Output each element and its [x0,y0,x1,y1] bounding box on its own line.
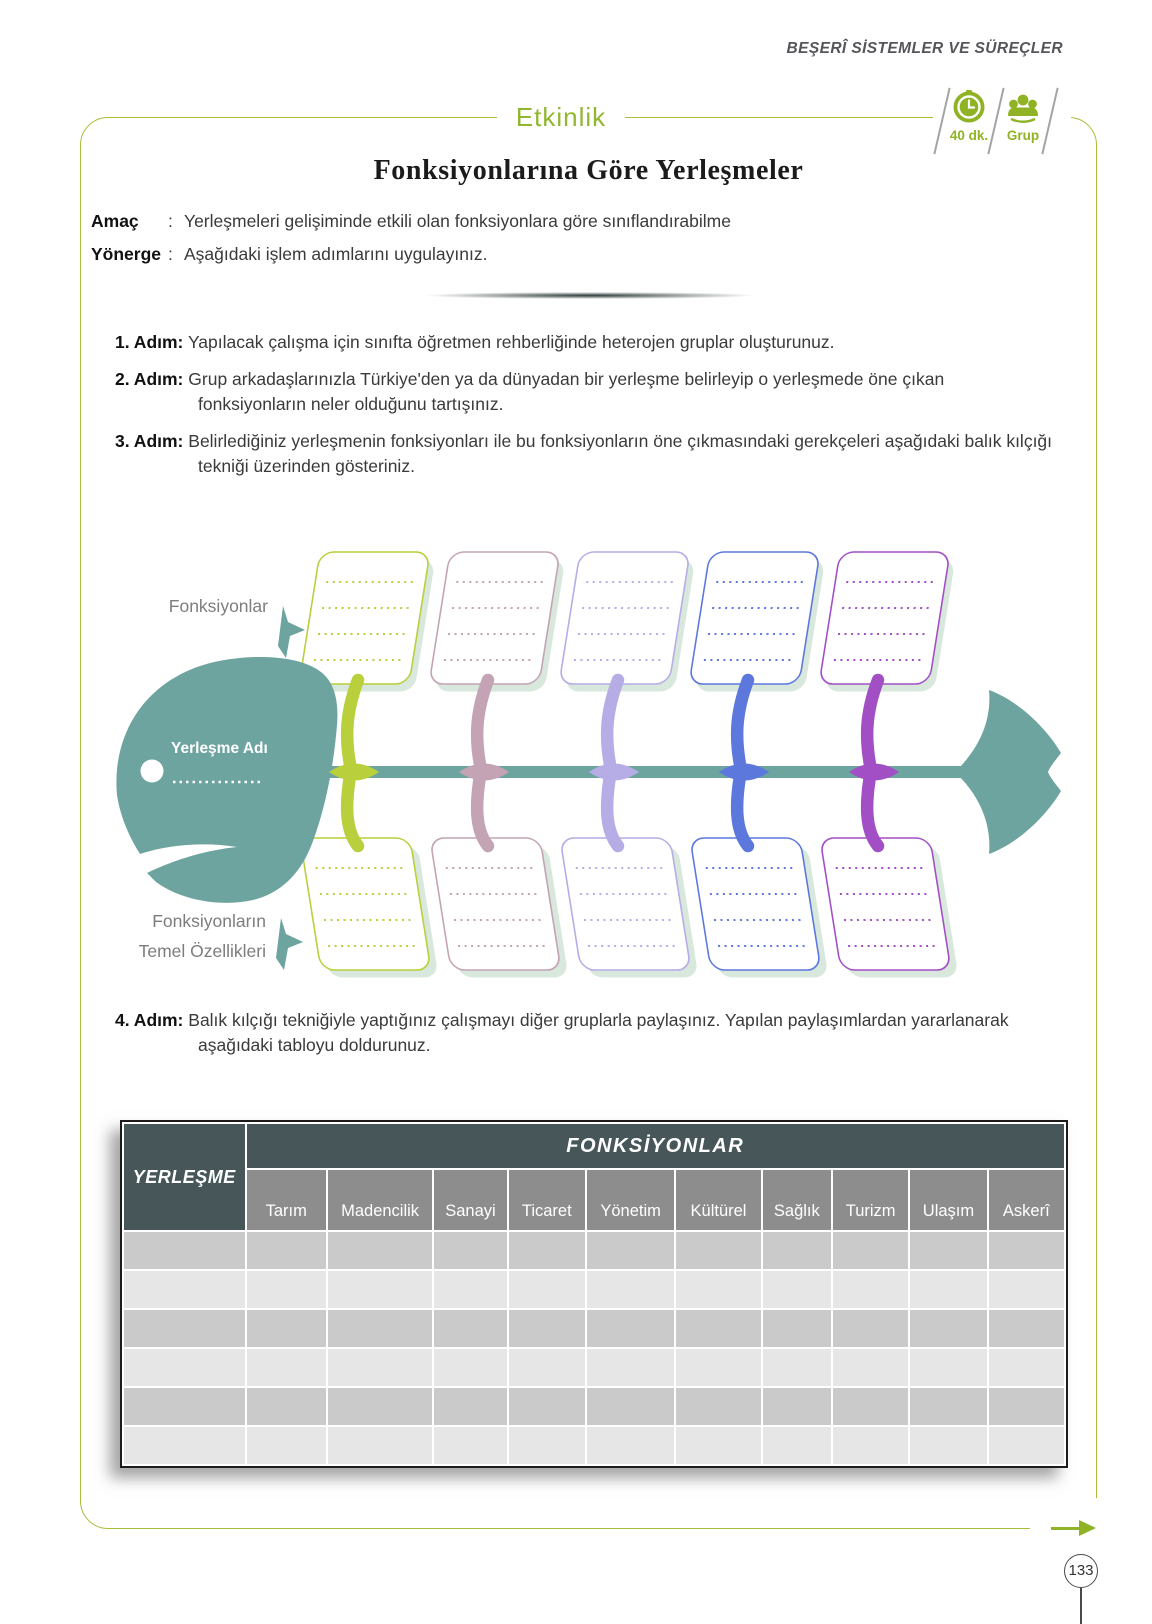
table-cell[interactable] [509,1271,585,1308]
table-cell[interactable] [328,1310,432,1347]
slash-divider [1041,88,1058,155]
table-cell[interactable] [434,1232,506,1269]
amac-colon: : [168,211,173,231]
table-cell[interactable] [434,1271,506,1308]
table-row [124,1232,1064,1269]
column-header-8: Turizm [833,1170,908,1230]
table-cell[interactable] [676,1271,760,1308]
pointer-icon [276,918,303,970]
column-header-6: Kültürel [676,1170,760,1230]
amac-row [91,211,1051,232]
table-cell[interactable] [124,1427,245,1464]
fishbone-note-box[interactable] [428,552,567,692]
table-cell[interactable] [124,1271,245,1308]
table-cell[interactable] [124,1349,245,1386]
column-header-1: Tarım [247,1170,326,1230]
column-header-4: Ticaret [509,1170,585,1230]
table-cell[interactable] [124,1388,245,1425]
fish-rib [477,680,488,846]
yonerge-colon: : [168,244,173,264]
fish-rib [607,680,618,846]
table-cell[interactable] [124,1232,245,1269]
page-title: Fonksiyonlarına Göre Yerleşmeler [373,155,804,186]
table-cell[interactable] [587,1427,674,1464]
table-cell[interactable] [910,1271,986,1308]
table-cell[interactable] [676,1232,760,1269]
step-4-text: Balık kılçığı tekniğiyle yaptığınız çalışmayı diğer gruplarla paylaşınız. Yapılan paylaşımlardan yararlanarak aşağıdaki tabloyu doldurunuz. [188,1010,1009,1055]
table-row-header: YERLEŞME [124,1124,245,1230]
table-cell[interactable] [247,1349,326,1386]
table-cell[interactable] [434,1310,506,1347]
step-2 [115,367,1055,417]
table-group-header: FONKSİYONLAR [247,1124,1064,1168]
step-3 [115,429,1055,479]
functions-table [120,1120,1068,1468]
table-cell[interactable] [509,1310,585,1347]
table-cell[interactable] [587,1349,674,1386]
step-1-label: 1. Adım: [115,332,184,352]
group-icon [1004,88,1042,126]
table-row [124,1349,1064,1386]
fishbone-note-box[interactable] [430,838,569,978]
yonerge-text: Aşağıdaki işlem adımlarını uygulayınız. [184,244,488,264]
column-header-3: Sanayi [434,1170,506,1230]
chapter-kicker: BEŞERÎ SİSTEMLER VE SÜREÇLER [786,40,1063,57]
table-cell[interactable] [434,1427,506,1464]
table-cell[interactable] [509,1427,585,1464]
page-number: 133 [1064,1554,1098,1588]
table-cell[interactable] [247,1271,326,1308]
table-cell[interactable] [910,1232,986,1269]
table-cell[interactable] [989,1349,1064,1386]
fish-rib [347,680,358,846]
table-cell[interactable] [763,1271,831,1308]
table-cell[interactable] [763,1388,831,1425]
yonerge-label: Yönerge [91,244,162,264]
table-cell[interactable] [833,1427,908,1464]
step-3-text: Belirlediğiniz yerleşmenin fonksiyonları ile bu fonksiyonların öne çıkmasındaki gerekçeleri aşağıdaki balık kılçığı tekniği üzerinden gösteriniz. [188,431,1053,476]
fishbone-note-box[interactable] [558,552,697,692]
fish-tail [955,690,1061,854]
features-label-line1: Fonksiyonların [152,911,266,931]
table-cell[interactable] [676,1427,760,1464]
page-number-line [1080,1588,1082,1624]
table-cell[interactable] [833,1349,908,1386]
table-cell[interactable] [587,1310,674,1347]
table-cell[interactable] [833,1232,908,1269]
fishbone-diagram [85,535,1085,980]
column-header-7: Sağlık [763,1170,831,1230]
table-cell[interactable] [328,1427,432,1464]
fish-eye [141,760,164,783]
table-row [124,1388,1064,1425]
table-cell[interactable] [328,1232,432,1269]
table-cell[interactable] [247,1427,326,1464]
fishbone-note-box[interactable] [560,838,699,978]
fishbone-note-box[interactable] [818,552,957,692]
table-cell[interactable] [328,1271,432,1308]
table-cell[interactable] [833,1271,908,1308]
amac-label: Amaç [91,211,139,231]
fish-rib [737,680,748,846]
table-cell[interactable] [763,1349,831,1386]
table-row [124,1310,1064,1347]
table-cell[interactable] [910,1349,986,1386]
fishbone-note-box[interactable] [820,838,959,978]
step-3-label: 3. Adım: [115,431,184,451]
table-cell[interactable] [989,1271,1064,1308]
column-header-2: Madencilik [328,1170,432,1230]
table-cell[interactable] [676,1310,760,1347]
table-row [124,1427,1064,1464]
table-cell[interactable] [434,1388,506,1425]
table-cell[interactable] [587,1271,674,1308]
step-1-text: Yapılacak çalışma için sınıfta öğretmen rehberliğinde heterojen gruplar oluşturunuz. [187,332,835,352]
fish-rib [867,680,878,846]
table-cell[interactable] [587,1388,674,1425]
slash-divider [987,88,1004,155]
table-cell[interactable] [910,1427,986,1464]
table-cell[interactable] [247,1310,326,1347]
step-1 [115,330,1055,355]
table-cell[interactable] [989,1388,1064,1425]
step-4-label: 4. Adım: [115,1010,184,1030]
slash-divider [933,88,950,155]
step-2-text: Grup arkadaşlarınızla Türkiye'den ya da dünyadan bir yerleşme belirleyip o yerleşmede öne çıkan fonksiyonların neler olduğunu tartışınız. [188,369,945,414]
column-header-10: Askerî [989,1170,1064,1230]
table-cell[interactable] [910,1310,986,1347]
table-cell[interactable] [676,1349,760,1386]
table-cell[interactable] [763,1310,831,1347]
fishbone-note-box[interactable] [688,552,827,692]
table-cell[interactable] [910,1388,986,1425]
column-header-9: Ulaşım [910,1170,986,1230]
table-cell[interactable] [833,1310,908,1347]
pointer-icon [278,606,305,658]
continue-arrow-line [1051,1527,1079,1530]
clock-icon [952,90,986,124]
yonerge-row [91,244,1051,265]
table-cell[interactable] [434,1349,506,1386]
table-cell[interactable] [587,1232,674,1269]
fishbone-note-box[interactable] [690,838,829,978]
table-cell[interactable] [509,1232,585,1269]
duration-label: 40 dk. [949,128,989,143]
section-divider [378,291,802,300]
settlement-name-label: Yerleşme Adı [171,740,268,757]
table-cell[interactable] [763,1427,831,1464]
continue-arrow-icon [1079,1520,1096,1536]
step-2-label: 2. Adım: [115,369,184,389]
activity-tag: Etkinlik [497,96,625,138]
fishbone-note-box[interactable] [300,838,439,978]
table-cell[interactable] [989,1310,1064,1347]
table-cell[interactable] [509,1349,585,1386]
step-4 [115,1008,1055,1058]
functions-label: Fonksiyonlar [168,596,268,616]
column-header-5: Yönetim [587,1170,674,1230]
table-cell[interactable] [676,1388,760,1425]
table-row [124,1271,1064,1308]
amac-text: Yerleşmeleri gelişiminde etkili olan fonksiyonlara göre sınıflandırabilme [184,211,731,231]
table-cell[interactable] [328,1388,432,1425]
table-cell[interactable] [833,1388,908,1425]
table-cell[interactable] [124,1310,245,1347]
table-cell[interactable] [763,1232,831,1269]
table-cell[interactable] [247,1388,326,1425]
table-cell[interactable] [989,1427,1064,1464]
table-cell[interactable] [328,1349,432,1386]
table-cell[interactable] [989,1232,1064,1269]
table-cell[interactable] [247,1232,326,1269]
activity-badges [933,84,1071,160]
features-label-line2: Temel Özellikleri [138,941,266,961]
table-cell[interactable] [509,1388,585,1425]
group-label: Grup [1006,128,1040,143]
